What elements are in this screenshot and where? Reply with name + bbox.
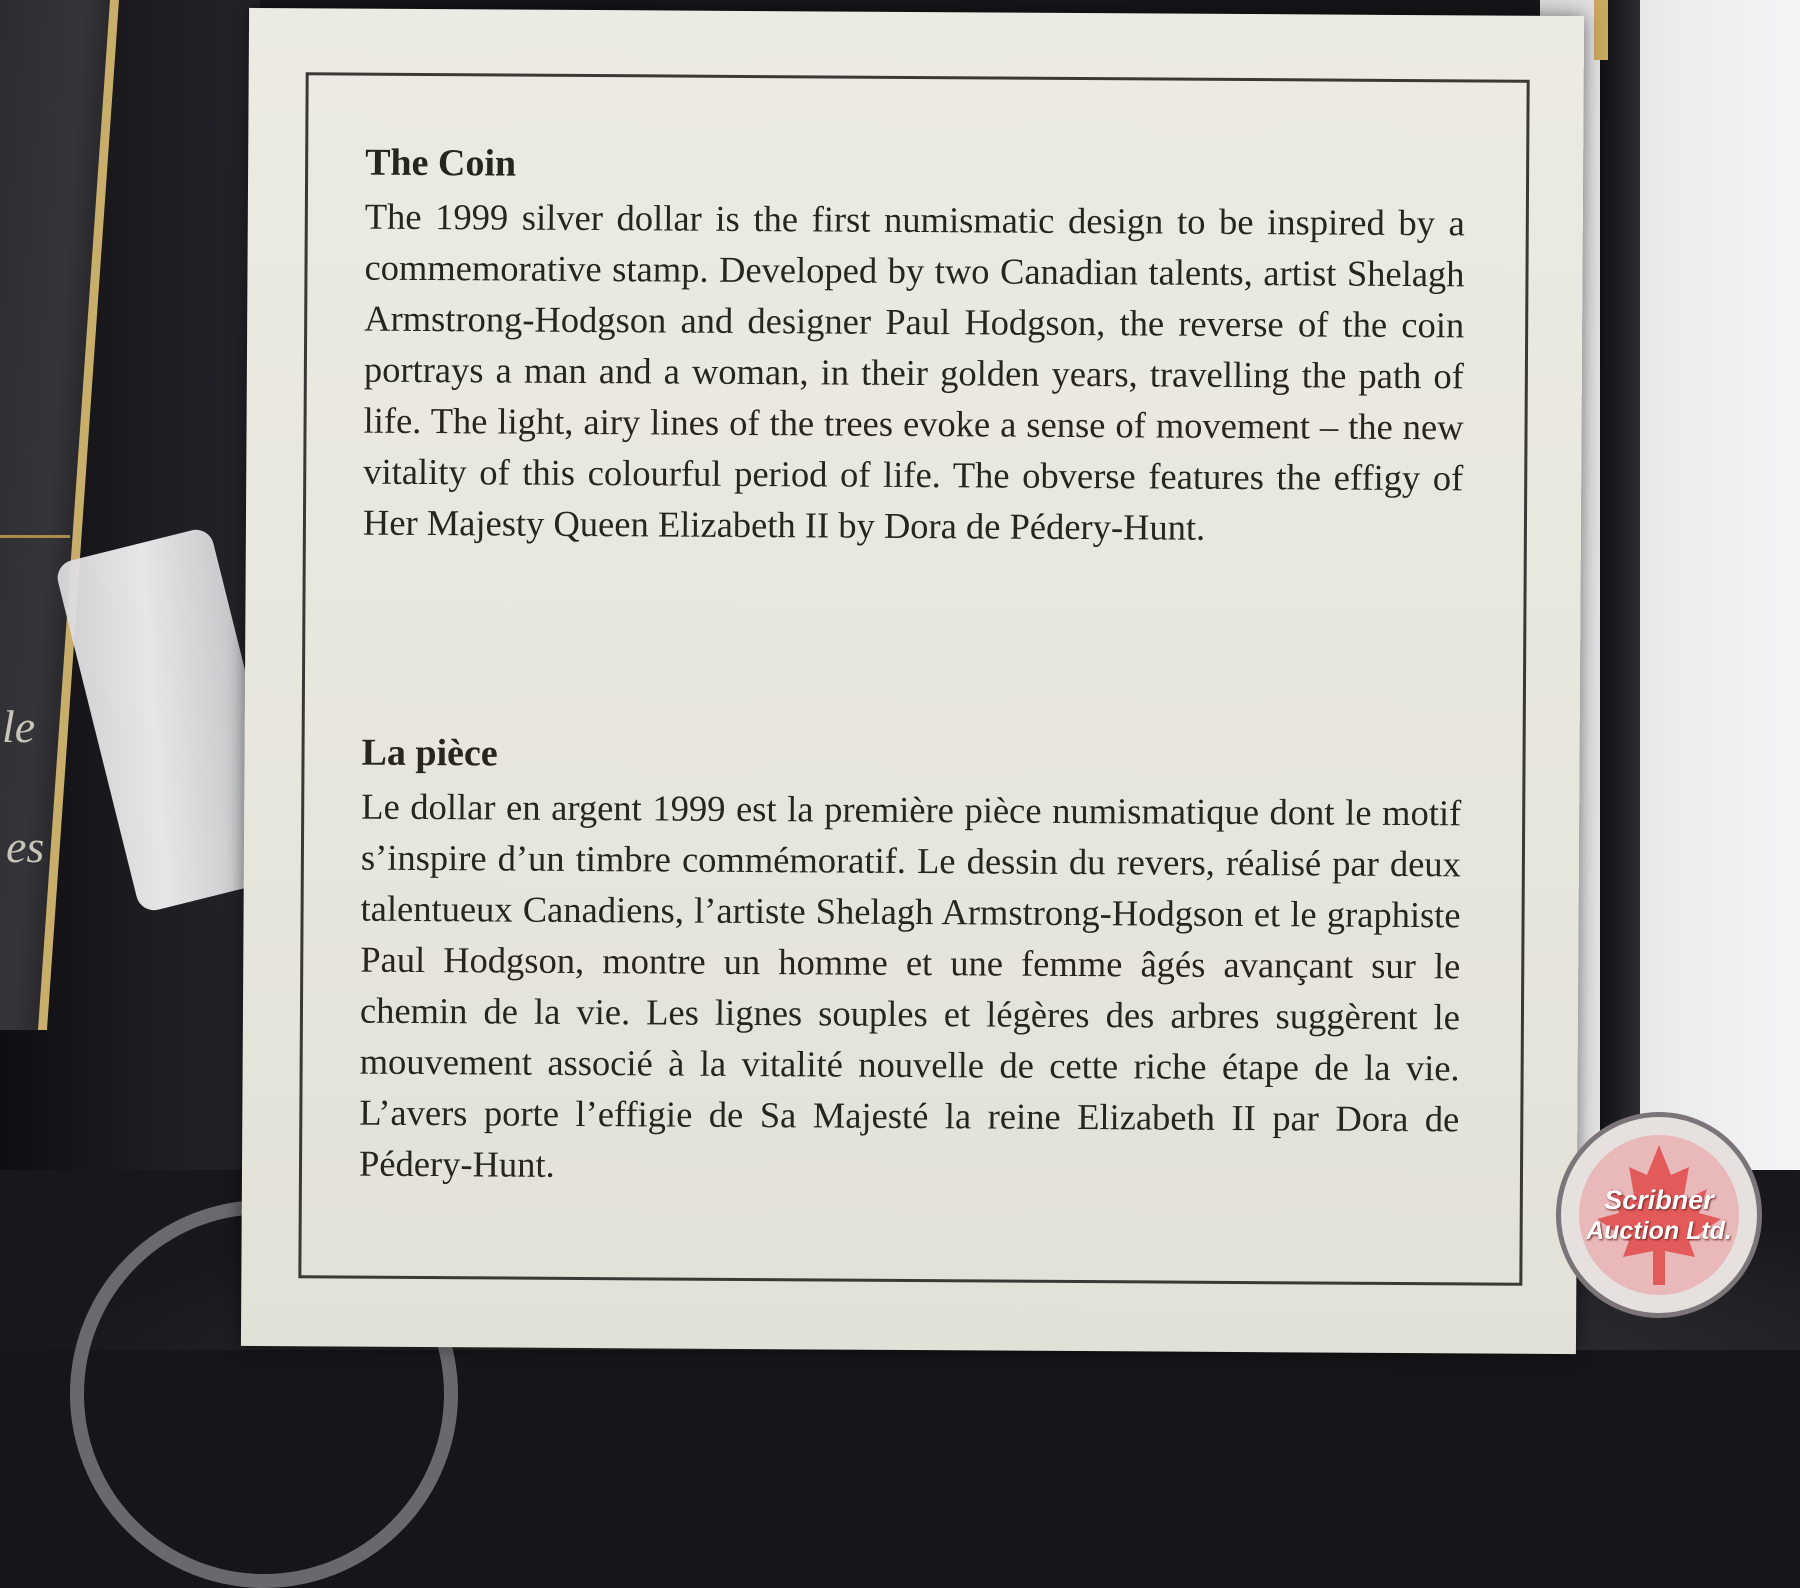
- english-heading: The Coin: [365, 141, 517, 185]
- french-heading: La pièce: [361, 731, 498, 775]
- certificate-card: [241, 8, 1584, 1354]
- watermark-line-1: Scribner: [1604, 1185, 1714, 1215]
- right-gold-accent: [1594, 0, 1608, 60]
- card-text-fragment-1: le: [2, 701, 36, 752]
- english-body: The 1999 silver dollar is the first numismatic design to be inspired by a commemorative stamp. Developed by two Canadian talents, artist Shelagh Armstrong-Hodgson and designer Paul Hodgson, the reverse of the coin portrays a man and a woman, in their golden years, travelling the path of life. The light, airy lines of the trees evoke a sense of movement – the new vitality of this colourful period of life. The obverse features the effigy of Her Majesty Queen Elizabeth II by Dora de Pédery-Hunt.: [362, 195, 1465, 548]
- watermark-line-2: Auction Ltd.: [1586, 1217, 1732, 1245]
- french-body: Le dollar en argent 1999 est la première pièce numismatique dont le motif s’inspire d’un timbre commémoratif. Le dessin du revers, réalisé par deux talentueux Canadiens, l’artiste Shelagh Armstrong-Hodgson et le graphiste Paul Hodgson, montre un homme et une femme âgés avançant sur le chemin de la vie. Les lignes souples et légères des arbres suggèrent le mouvement associé à la vitalité nouvelle de cette riche étape de la vie. L’avers porte l’effigie de Sa Majesté la reine Elizabeth II par Dora de Pédery-Hunt.: [358, 785, 1462, 1185]
- french-section: [359, 731, 1462, 1196]
- auction-watermark-logo: [1556, 1112, 1762, 1318]
- gold-divider-line: [0, 535, 70, 538]
- english-section: [363, 141, 1465, 555]
- card-text-fragment-2: es: [6, 821, 45, 872]
